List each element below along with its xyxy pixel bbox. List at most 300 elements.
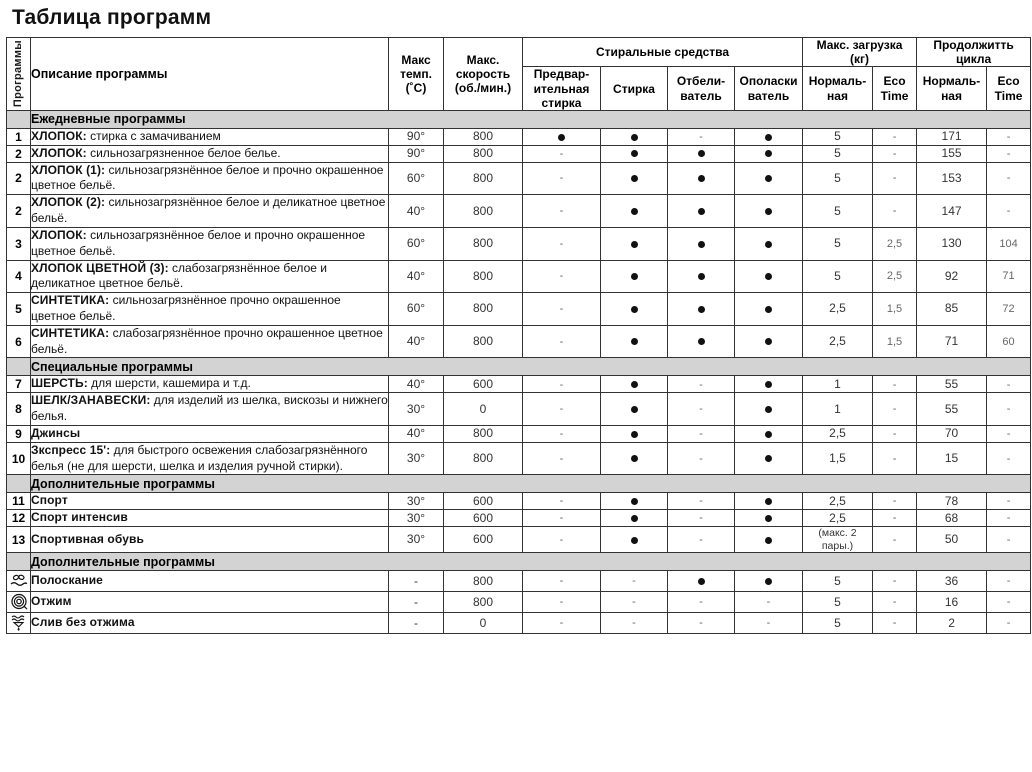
- filled-dot-icon: [765, 511, 772, 525]
- dash-marker: -: [892, 403, 897, 416]
- duration-normal-value: 71: [917, 325, 987, 358]
- wash-marker: [601, 592, 668, 613]
- duration-normal-value: 171: [917, 128, 987, 145]
- dash-marker: -: [892, 147, 897, 160]
- duration-eco-value: [987, 162, 1031, 195]
- filled-dot-icon: [698, 334, 705, 348]
- dash-marker: 71: [1002, 270, 1015, 283]
- dash-marker: -: [892, 427, 897, 440]
- dash-marker: -: [559, 596, 564, 609]
- program-detail-text: слабозагрязнённое белое и деликатное цветное бельё.: [31, 260, 327, 291]
- duration-normal-value: 85: [917, 293, 987, 326]
- filled-dot-icon: [631, 334, 638, 348]
- program-description: [31, 571, 389, 592]
- prewash-marker: [523, 527, 601, 553]
- load-normal-value: 5: [803, 145, 873, 162]
- duration-eco-value: [987, 493, 1031, 510]
- filled-dot-icon: [765, 236, 772, 250]
- filled-dot-icon: [765, 377, 772, 391]
- rinse-marker: [735, 613, 803, 634]
- load-eco-value: [873, 393, 917, 426]
- dash-marker: -: [699, 452, 703, 465]
- filled-dot-icon: [698, 301, 705, 315]
- load-normal-value: 2,5: [803, 425, 873, 442]
- filled-dot-icon: [765, 574, 772, 588]
- filled-dot-icon: [631, 129, 638, 143]
- filled-dot-icon: [765, 129, 772, 143]
- max-speed-value: 800: [444, 260, 523, 293]
- load-normal-value: 1: [803, 376, 873, 393]
- filled-dot-icon: [765, 301, 772, 315]
- wash-marker: [601, 613, 668, 634]
- program-detail-text: стирка с замачиванием: [86, 128, 221, 143]
- dash-marker: 1,5: [886, 335, 903, 348]
- program-detail-text: сильнозагрязненное белое белье.: [86, 145, 281, 160]
- dash-marker: -: [1006, 172, 1011, 185]
- dash-marker: 1,5: [886, 303, 903, 316]
- dash-marker: -: [1006, 533, 1011, 546]
- load-normal-line1: Нормаль-: [808, 74, 867, 89]
- table-row: [7, 227, 1031, 260]
- table-row: [7, 613, 1031, 634]
- bleach-header: [668, 67, 735, 110]
- rinse-marker: [735, 442, 803, 475]
- duration-normal-value: 50: [917, 527, 987, 553]
- max-speed-value: 600: [444, 493, 523, 510]
- max-temperature-value: 60°: [389, 227, 444, 260]
- bleach-marker: [668, 260, 735, 293]
- max-temperature-value: 90°: [389, 128, 444, 145]
- dash-marker: -: [892, 205, 897, 218]
- max-temperature-value: 30°: [389, 510, 444, 527]
- dash-marker: -: [632, 596, 636, 609]
- program-name: ХЛОПОК (2):: [31, 195, 106, 210]
- program-table: [6, 37, 1031, 634]
- duration-normal-value: 147: [917, 195, 987, 228]
- wash-marker: [601, 571, 668, 592]
- filled-dot-icon: [631, 494, 638, 508]
- duration-eco-value: [987, 592, 1031, 613]
- dash-marker: -: [892, 378, 897, 391]
- dash-marker: -: [559, 495, 564, 508]
- filled-dot-icon: [631, 511, 638, 525]
- program-name: Отжим: [31, 594, 72, 609]
- program-detail-text: слабозагрязнённое прочно окрашенное цветное бельё.: [31, 325, 383, 356]
- max-speed-value: 800: [444, 571, 523, 592]
- load-eco-value: [873, 613, 917, 634]
- prewash-marker: [523, 145, 601, 162]
- max-temp-line1: Макс: [401, 52, 431, 67]
- max-temperature-value: 40°: [389, 425, 444, 442]
- description-header: Описание программы: [31, 38, 389, 111]
- section-title: Ежедневные программы: [31, 110, 1031, 128]
- load-eco-value: [873, 493, 917, 510]
- load-normal-value: (макс. 2 пары.): [803, 527, 873, 553]
- load-normal-header: [803, 67, 873, 110]
- program-name: Спорт интенсив: [31, 510, 128, 525]
- bleach-line1: Отбели-: [676, 74, 726, 89]
- rinse-marker: [735, 145, 803, 162]
- dash-marker: -: [892, 512, 897, 525]
- max-speed-value: 800: [444, 162, 523, 195]
- bleach-marker: [668, 195, 735, 228]
- bleach-marker: [668, 325, 735, 358]
- load-normal-value: 1,5: [803, 442, 873, 475]
- filled-dot-icon: [765, 269, 772, 283]
- load-normal-value: 5: [803, 571, 873, 592]
- bleach-marker: [668, 393, 735, 426]
- program-description: [31, 527, 389, 553]
- duration-normal-value: 16: [917, 592, 987, 613]
- program-detail-text: для изделий из шелка, вискозы и нижнего белья.: [31, 393, 388, 424]
- bleach-marker: [668, 162, 735, 195]
- load-eco-line1: Eco: [883, 74, 906, 89]
- max-temperature-value: 40°: [389, 376, 444, 393]
- duration-normal-value: 15: [917, 442, 987, 475]
- load-normal-value: 1: [803, 393, 873, 426]
- filled-dot-icon: [631, 301, 638, 315]
- program-number: 3: [7, 227, 31, 260]
- wash-marker: [601, 527, 668, 553]
- max-speed-value: 800: [444, 325, 523, 358]
- load-normal-line2: ная: [827, 88, 848, 103]
- prewash-marker: [523, 376, 601, 393]
- load-eco-value: [873, 227, 917, 260]
- dash-marker: -: [892, 617, 897, 630]
- max-temperature-value: -: [389, 571, 444, 592]
- prewash-marker: [523, 325, 601, 358]
- bleach-marker: [668, 145, 735, 162]
- program-number: 13: [7, 527, 31, 553]
- duration-eco-value: [987, 128, 1031, 145]
- program-detail-text: сильнозагрязнённое прочно окрашенное цветное бельё.: [31, 293, 341, 323]
- program-description: [31, 128, 389, 145]
- section-band-stub: [7, 358, 31, 376]
- prewash-marker: [523, 592, 601, 613]
- rinse-line2: ватель: [747, 88, 790, 103]
- prewash-marker: [523, 613, 601, 634]
- program-name: ХЛОПОК (1):: [31, 162, 106, 177]
- table-row: [7, 425, 1031, 442]
- load-normal-value: 2,5: [803, 325, 873, 358]
- duration-normal-value: 155: [917, 145, 987, 162]
- wash-marker: [601, 195, 668, 228]
- bleach-marker: [668, 425, 735, 442]
- load-normal-value: 5: [803, 260, 873, 293]
- prewash-marker: [523, 571, 601, 592]
- table-row: [7, 527, 1031, 553]
- bleach-line2: ватель: [680, 88, 722, 103]
- table-body: [7, 110, 1031, 633]
- max-temperature-value: 40°: [389, 260, 444, 293]
- filled-dot-icon: [631, 204, 638, 218]
- rinse-marker: [735, 493, 803, 510]
- section-header-row: [7, 553, 1031, 571]
- bleach-marker: [668, 493, 735, 510]
- load-eco-value: [873, 145, 917, 162]
- table-row: [7, 260, 1031, 293]
- duration-eco-value: [987, 571, 1031, 592]
- filled-dot-icon: [698, 146, 705, 160]
- max-speed-value: 600: [444, 376, 523, 393]
- rinse-marker: [735, 510, 803, 527]
- dash-marker: -: [1006, 575, 1011, 588]
- program-number: 11: [7, 493, 31, 510]
- dash-marker: -: [892, 172, 897, 185]
- table-row: [7, 195, 1031, 228]
- dash-marker: 2,5: [886, 237, 903, 250]
- prewash-marker: [523, 442, 601, 475]
- duration-normal-value: 78: [917, 493, 987, 510]
- max-temperature-value: -: [389, 613, 444, 634]
- duration-eco-line2: Time: [994, 88, 1023, 103]
- table-row: [7, 145, 1031, 162]
- filled-dot-icon: [631, 146, 638, 160]
- duration-eco-value: [987, 510, 1031, 527]
- program-name: Спортивная обувь: [31, 531, 144, 546]
- duration-eco-value: [987, 227, 1031, 260]
- wash-marker: [601, 376, 668, 393]
- dash-marker: -: [632, 575, 636, 588]
- duration-group-header: [917, 38, 1031, 67]
- filled-dot-icon: [698, 269, 705, 283]
- duration-eco-line1: Eco: [997, 74, 1020, 89]
- filled-dot-icon: [765, 146, 772, 160]
- dash-marker: 60: [1002, 335, 1015, 348]
- rinse-marker: [735, 571, 803, 592]
- dash-marker: -: [1006, 147, 1011, 160]
- load-normal-value: 5: [803, 128, 873, 145]
- section-header-row: [7, 358, 1031, 376]
- filled-dot-icon: [765, 451, 772, 465]
- dash-marker: -: [766, 617, 771, 630]
- dash-marker: -: [559, 575, 564, 588]
- load-eco-header: [873, 67, 917, 110]
- dash-marker: -: [559, 617, 564, 630]
- duration-normal-value: 68: [917, 510, 987, 527]
- load-normal-value: 5: [803, 162, 873, 195]
- bleach-marker: [668, 376, 735, 393]
- max-temperature-value: 40°: [389, 195, 444, 228]
- filled-dot-icon: [765, 334, 772, 348]
- dash-marker: 72: [1002, 303, 1015, 316]
- dash-marker: -: [892, 575, 897, 588]
- load-eco-value: [873, 425, 917, 442]
- dash-marker: -: [1006, 427, 1011, 440]
- dash-marker: -: [699, 427, 703, 440]
- table-row: [7, 162, 1031, 195]
- duration-eco-value: [987, 325, 1031, 358]
- bleach-marker: [668, 442, 735, 475]
- dash-marker: -: [892, 533, 897, 546]
- prewash-marker: [523, 227, 601, 260]
- rinse-marker: [735, 393, 803, 426]
- dash-marker: -: [559, 533, 564, 546]
- rinse-marker: [735, 195, 803, 228]
- dash-marker: -: [559, 270, 564, 283]
- section-band-stub: [7, 110, 31, 128]
- program-description: [31, 325, 389, 358]
- duration-normal-value: 55: [917, 376, 987, 393]
- duration-normal-value: 36: [917, 571, 987, 592]
- program-number: 7: [7, 376, 31, 393]
- dash-marker: -: [1006, 378, 1011, 391]
- program-description: [31, 393, 389, 426]
- duration-normal-value: 2: [917, 613, 987, 634]
- dash-marker: -: [1006, 205, 1011, 218]
- dash-marker: 104: [999, 237, 1018, 250]
- max-speed-value: 800: [444, 293, 523, 326]
- duration-line2: цикла: [955, 52, 992, 67]
- bleach-marker: [668, 128, 735, 145]
- dash-marker: -: [559, 512, 564, 525]
- dash-marker: -: [892, 452, 897, 465]
- program-description: [31, 260, 389, 293]
- max-speed-value: 800: [444, 425, 523, 442]
- max-speed-value: 0: [444, 613, 523, 634]
- duration-eco-value: [987, 393, 1031, 426]
- wash-header: Стирка: [601, 67, 668, 110]
- load-eco-value: [873, 162, 917, 195]
- dash-marker: -: [892, 495, 897, 508]
- drain-droplet-icon: [7, 613, 31, 634]
- bleach-marker: [668, 571, 735, 592]
- load-eco-value: [873, 325, 917, 358]
- load-eco-value: [873, 527, 917, 553]
- rinse-marker: [735, 425, 803, 442]
- table-row: [7, 293, 1031, 326]
- header-row-groups: [7, 38, 1031, 67]
- table-header: [7, 38, 1031, 111]
- dash-marker: -: [699, 378, 703, 391]
- bleach-marker: [668, 293, 735, 326]
- dash-marker: -: [632, 617, 636, 630]
- duration-normal-header: [917, 67, 987, 110]
- program-description: [31, 510, 389, 527]
- table-row: [7, 393, 1031, 426]
- program-detail-text: для шерсти, кашемира и т.д.: [87, 376, 251, 391]
- dash-marker: -: [1006, 452, 1011, 465]
- rinse-wave-icon: [7, 571, 31, 592]
- program-description: [31, 293, 389, 326]
- dash-marker: -: [559, 172, 564, 185]
- dash-marker: -: [559, 303, 564, 316]
- max-temp-line3: (˚С): [405, 81, 427, 96]
- duration-normal-value: 70: [917, 425, 987, 442]
- dash-marker: -: [892, 596, 897, 609]
- rinse-marker: [735, 293, 803, 326]
- max-temperature-value: 40°: [389, 325, 444, 358]
- wash-marker: [601, 128, 668, 145]
- dash-marker: -: [766, 596, 771, 609]
- program-name: ШЕРСТЬ:: [31, 376, 88, 391]
- program-name: Зкспресс 15':: [31, 442, 111, 457]
- program-number: 6: [7, 325, 31, 358]
- filled-dot-icon: [631, 171, 638, 185]
- dash-marker: -: [699, 533, 703, 546]
- load-eco-value: [873, 592, 917, 613]
- program-number: 9: [7, 425, 31, 442]
- load-eco-value: [873, 510, 917, 527]
- rinse-marker: [735, 527, 803, 553]
- load-normal-value: 2,5: [803, 510, 873, 527]
- filled-dot-icon: [765, 426, 772, 440]
- rinse-marker: [735, 325, 803, 358]
- section-header-row: [7, 475, 1031, 493]
- rinse-marker: [735, 260, 803, 293]
- bleach-marker: [668, 527, 735, 553]
- duration-normal-value: 55: [917, 393, 987, 426]
- program-description: [31, 376, 389, 393]
- program-number: 8: [7, 393, 31, 426]
- dash-marker: -: [1006, 512, 1011, 525]
- program-description: [31, 162, 389, 195]
- filled-dot-icon: [631, 451, 638, 465]
- duration-eco-value: [987, 376, 1031, 393]
- max-load-group-header: [803, 38, 917, 67]
- load-normal-value: 5: [803, 613, 873, 634]
- duration-eco-value: [987, 293, 1031, 326]
- prewash-marker: [523, 493, 601, 510]
- max-speed-value: 800: [444, 145, 523, 162]
- section-header-row: [7, 110, 1031, 128]
- max-speed-line2: скорость: [455, 66, 511, 81]
- rinse-marker: [735, 592, 803, 613]
- filled-dot-icon: [631, 377, 638, 391]
- prewash-header: [523, 67, 601, 110]
- duration-eco-value: [987, 442, 1031, 475]
- duration-eco-value: [987, 195, 1031, 228]
- wash-marker: [601, 393, 668, 426]
- program-description: [31, 195, 389, 228]
- duration-eco-value: [987, 145, 1031, 162]
- max-temperature-value: 30°: [389, 493, 444, 510]
- filled-dot-icon: [698, 574, 705, 588]
- duration-normal-value: 92: [917, 260, 987, 293]
- max-speed-value: 600: [444, 527, 523, 553]
- max-temperature-value: 30°: [389, 527, 444, 553]
- wash-marker: [601, 293, 668, 326]
- dash-marker: -: [559, 378, 564, 391]
- section-title: Специальные программы: [31, 358, 1031, 376]
- dash-marker: -: [699, 512, 703, 525]
- max-temperature-value: 30°: [389, 442, 444, 475]
- program-description: [31, 442, 389, 475]
- table-row: [7, 510, 1031, 527]
- wash-marker: [601, 510, 668, 527]
- max-speed-value: 800: [444, 227, 523, 260]
- programs-rotated-header: [7, 38, 31, 111]
- wash-marker: [601, 227, 668, 260]
- program-description: [31, 425, 389, 442]
- prewash-marker: [523, 293, 601, 326]
- program-number: 12: [7, 510, 31, 527]
- max-speed-value: 800: [444, 128, 523, 145]
- program-name: Спорт: [31, 493, 68, 508]
- duration-eco-header: [987, 67, 1031, 110]
- program-number: 2: [7, 195, 31, 228]
- wash-marker: [601, 325, 668, 358]
- prewash-marker: [523, 260, 601, 293]
- bleach-marker: [668, 592, 735, 613]
- program-detail-text: для быстрого освежения слабозагрязнённого белья (не для шерсти, шелка и изделия ручной стирки).: [31, 442, 368, 473]
- dash-marker: -: [1006, 130, 1011, 143]
- filled-dot-icon: [631, 236, 638, 250]
- table-row: [7, 592, 1031, 613]
- load-eco-value: [873, 195, 917, 228]
- dash-marker: -: [559, 147, 564, 160]
- table-row: [7, 376, 1031, 393]
